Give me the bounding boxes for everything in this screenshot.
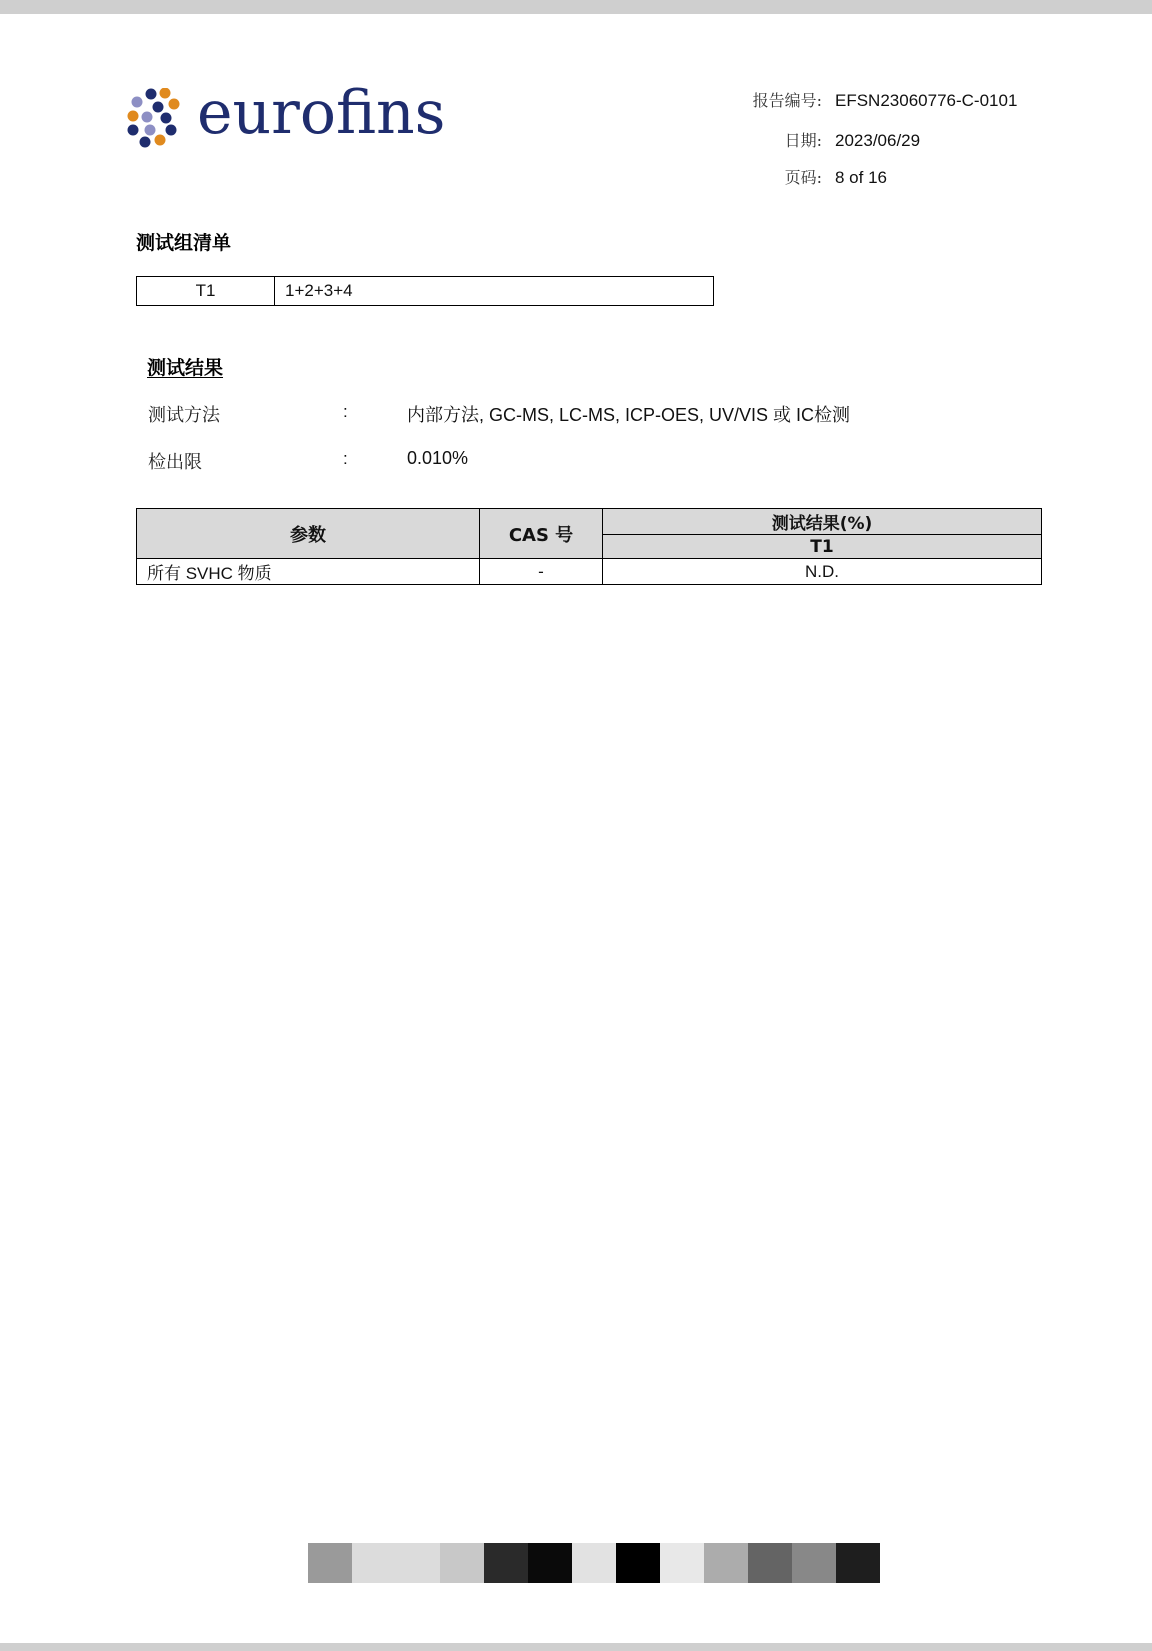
header-sample-t1: T1 (603, 535, 1042, 559)
detection-limit-value: 0.010% (407, 448, 469, 468)
logo-wordmark: eurofins (197, 78, 446, 148)
detection-limit-label: 检出限 (148, 452, 202, 473)
test-method-value: 内部方法, GC-MS, LC-MS, ICP-OES, UV/VIS 或 IC检测 (407, 405, 851, 425)
eurofins-logo (127, 78, 446, 152)
result-table (136, 508, 1042, 585)
cell-parameter: 所有 SVHC 物质 (137, 559, 480, 585)
page-bottom-border (0, 1643, 1152, 1651)
page-number-label: 页码: (784, 168, 822, 187)
verification-stamp (308, 1539, 880, 1583)
cell-result: N.D. (603, 559, 1042, 585)
test-group-title: 测试组清单 (136, 232, 232, 254)
test-method-colon: : (343, 402, 348, 421)
page-number-value: 8 of 16 (835, 168, 887, 187)
group-id-cell: T1 (137, 277, 275, 306)
test-results-title: 测试结果 (147, 357, 224, 379)
date-value: 2023/06/29 (835, 131, 921, 150)
header-parameter: 参数 (137, 509, 480, 559)
test-method-label: 测试方法 (148, 405, 220, 426)
group-value-cell: 1+2+3+4 (275, 277, 714, 306)
report-number-label: 报告编号: (752, 91, 822, 110)
table-header-row (137, 509, 1042, 535)
header-cas-number: CAS 号 (480, 509, 603, 559)
table-row (137, 277, 714, 306)
table-row (137, 559, 1042, 585)
cell-cas-number: - (480, 559, 603, 585)
page-top-border (0, 0, 1152, 14)
report-number-value: EFSN23060776-C-0101 (835, 91, 1018, 110)
detection-limit-colon: : (343, 449, 348, 468)
header-test-result: 测试结果(%) (603, 509, 1042, 535)
date-label: 日期: (784, 131, 822, 150)
eurofins-dots-icon (127, 88, 189, 150)
test-group-table (136, 276, 714, 306)
